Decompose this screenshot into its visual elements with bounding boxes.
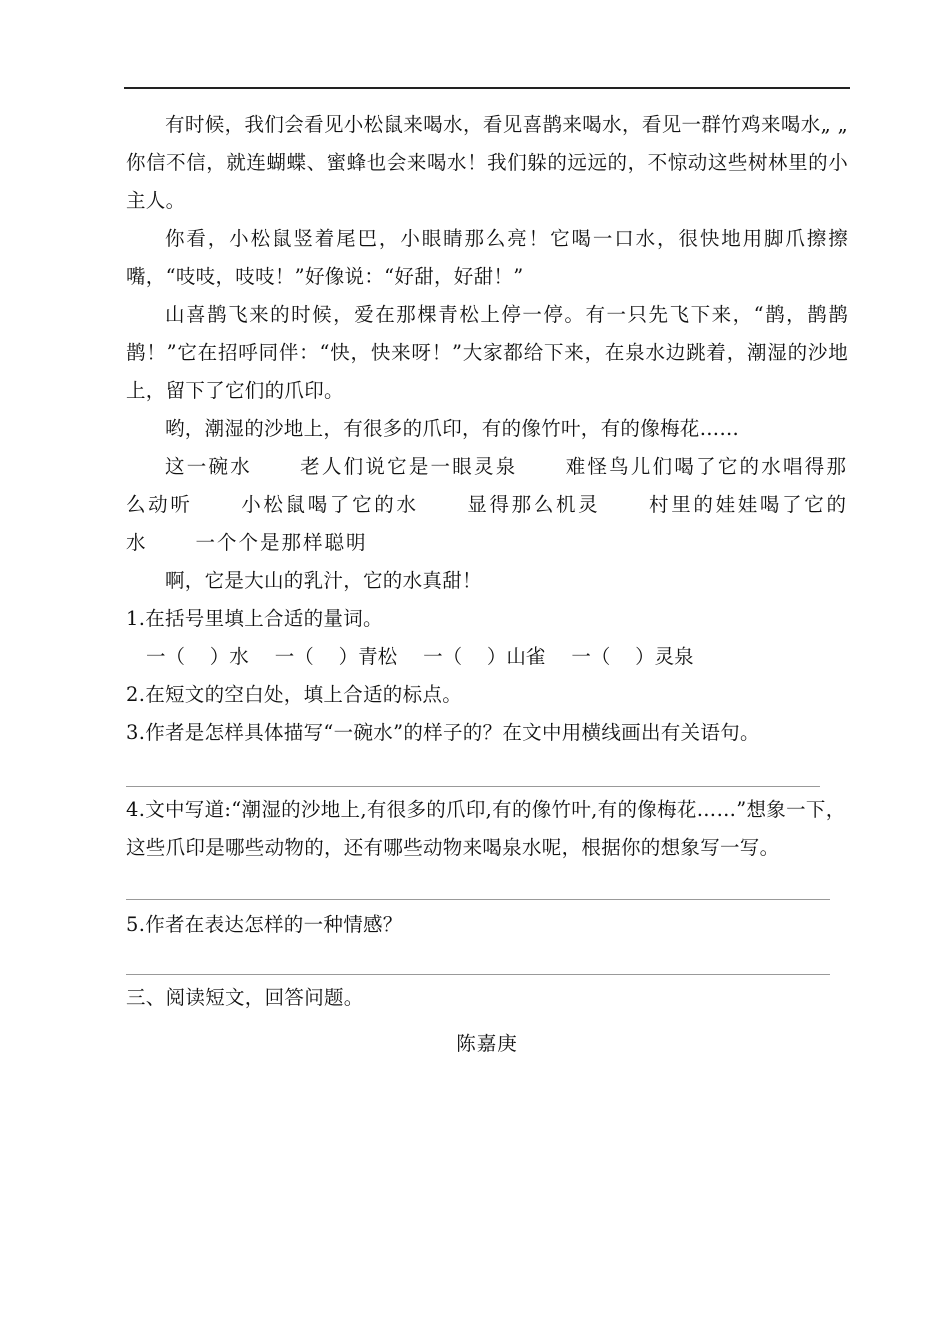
passage-paragraph-5 bbox=[126, 448, 848, 562]
blank-segment: 村里的娃娃喝了它的水 bbox=[126, 493, 848, 554]
answer-line-q5[interactable] bbox=[126, 974, 830, 975]
measure-word-blank[interactable]: 一（ ）山雀 bbox=[423, 645, 546, 668]
measure-word-blank[interactable]: 一（ ）青松 bbox=[274, 645, 398, 668]
question-2: 2.在短文的空白处，填上合适的标点。 bbox=[126, 683, 463, 706]
blank-segment: 这一碗水 bbox=[165, 455, 252, 478]
worksheet-page bbox=[126, 106, 848, 1063]
passage-paragraph-6: 啊，它是大山的乳汁，它的水真甜！ bbox=[165, 569, 482, 592]
measure-word-blank[interactable]: 一（ ）水 bbox=[146, 645, 249, 668]
article-author: 陈嘉庚 bbox=[456, 1032, 518, 1055]
passage-paragraph-2: 你看，小松鼠竖着尾巴，小眼睛那么亮！它喝一口水，很快地用脚爪擦擦嘴，“吱吱，吱吱！”好像说：“好甜，好甜！” bbox=[126, 227, 848, 288]
passage-paragraph-3: 山喜鹊飞来的时候，爱在那棵青松上停一停。有一只先飞下来，“鹊，鹊鹊鹊！”它在招呼同伴：“快，快来呀！”大家都给下来，在泉水边跳着，潮湿的沙地上，留下了它们的爪印。 bbox=[126, 303, 848, 402]
answer-line-q4[interactable] bbox=[126, 899, 830, 900]
section-3-heading: 三、阅读短文，回答问题。 bbox=[126, 986, 364, 1009]
passage-paragraph-4: 哟，潮湿的沙地上，有很多的爪印，有的像竹叶，有的像梅花…… bbox=[165, 417, 740, 440]
measure-word-row bbox=[126, 638, 848, 676]
answer-line-q3[interactable] bbox=[126, 786, 820, 787]
question-5: 5.作者在表达怎样的一种情感？ bbox=[126, 913, 403, 936]
blank-segment: 老人们说它是一眼灵泉 bbox=[299, 455, 518, 478]
blank-segment: 一个个是那样聪明 bbox=[195, 531, 368, 554]
question-4: 4.文中写道:“潮湿的沙地上,有很多的爪印,有的像竹叶,有的像梅花……”想象一下，这些爪印是哪些动物的，还有哪些动物来喝泉水呢，根据你的想象写一写。 bbox=[126, 798, 846, 859]
top-rule bbox=[124, 87, 850, 89]
blank-segment: 小松鼠喝了它的水 bbox=[240, 493, 419, 516]
blank-segment: 难怪鸟儿们喝了它的水唱得那么动听 bbox=[126, 455, 848, 516]
measure-word-blank[interactable]: 一（ ）灵泉 bbox=[571, 645, 694, 668]
question-1: 1.在括号里填上合适的量词。 bbox=[126, 607, 383, 630]
question-3: 3.作者是怎样具体描写“一碗水”的样子的？在文中用横线画出有关语句。 bbox=[126, 721, 760, 744]
passage-paragraph-1: 有时候，我们会看见小松鼠来喝水，看见喜鹊来喝水，看见一群竹鸡来喝水„ „ 你信不信，就连蝴蝶、蜜蜂也会来喝水！我们躲的远远的，不惊动这些树林里的小主人。 bbox=[126, 113, 848, 212]
blank-segment: 显得那么机灵 bbox=[466, 493, 601, 516]
